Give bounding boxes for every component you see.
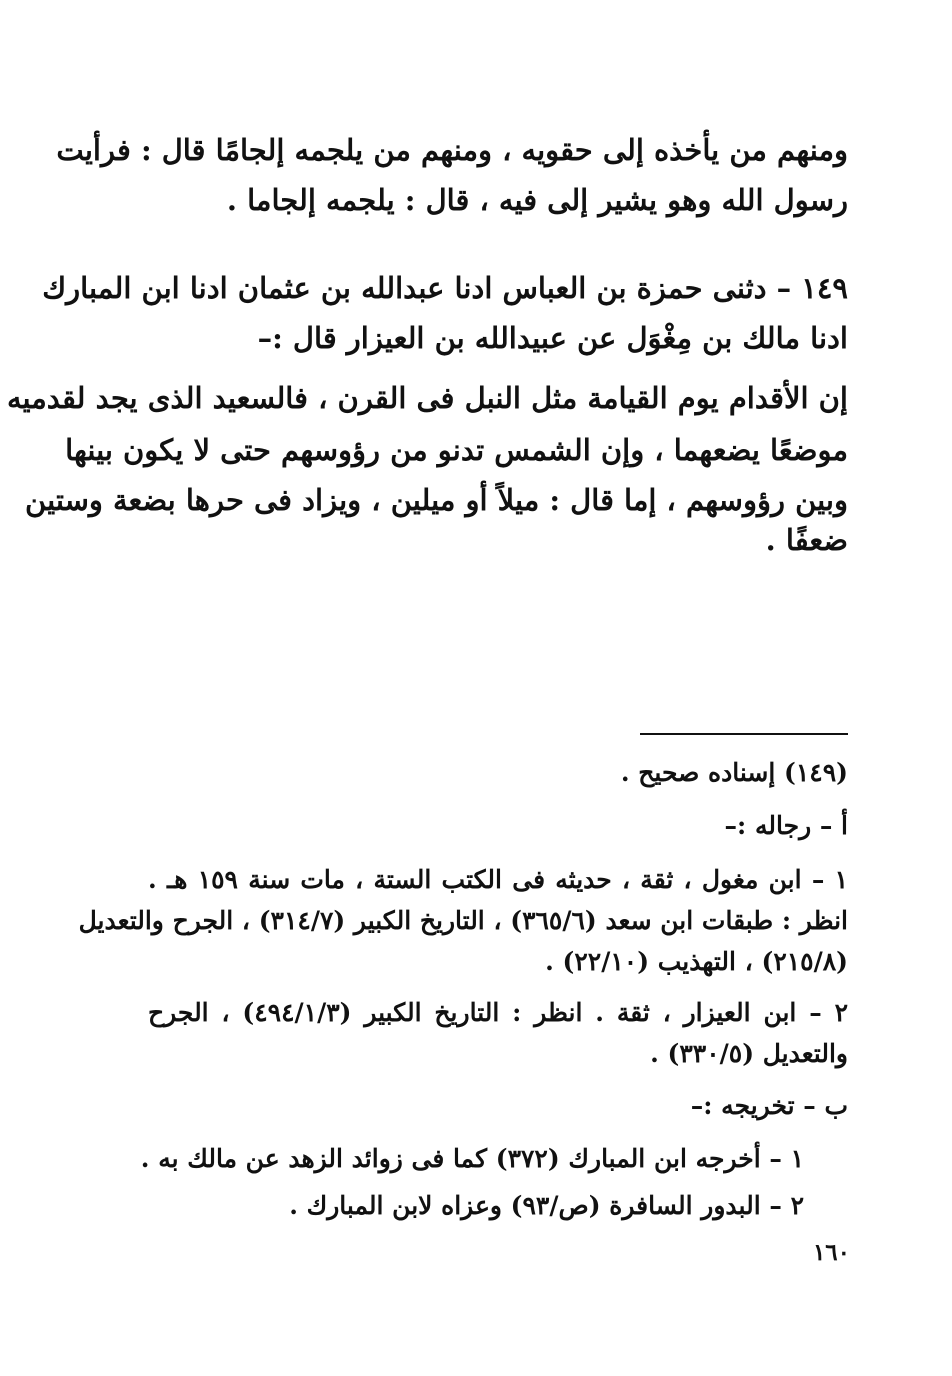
footnote-section-b: ب – تخريجه :–	[690, 1091, 848, 1120]
footnote-line: والتعديل (٣٣٠/٥) .	[650, 1039, 848, 1068]
footnote-section-a: أ – رجاله :–	[724, 811, 848, 840]
footnote-heading: (١٤٩) إسناده صحيح .	[620, 758, 848, 787]
footnote-line: ٢ – ابن العيزار ، ثقة . انظر : التاريخ الكبير (٤٩٤/١/٣) ، الجرح	[148, 998, 849, 1027]
footnote-separator	[640, 733, 848, 735]
hadith-text-line: إن الأقدام يوم القيامة مثل النبل فى القرن ، فالسعيد الذى يجد لقدميه	[6, 381, 848, 415]
footnote-line: انظر : طبقات ابن سعد (٣٦٥/٦) ، التاريخ الكبير (٣١٤/٧) ، الجرح والتعديل	[78, 906, 848, 935]
hadith-text-line: وبين رؤوسهم ، إما قال : ميلاً أو ميلين ، ويزاد فى حرها بضعة وستين	[25, 483, 848, 517]
text-line: رسول الله وهو يشير إلى فيه ، قال : يلجمه إلجاما .	[226, 183, 848, 217]
footnote-line: (٢١٥/٨) ، التهذيب (٢٢/١٠) .	[545, 947, 848, 976]
page-number: ١٦٠	[812, 1239, 850, 1266]
hadith-text-line: موضعًا يضعهما ، وإن الشمس تدنو من رؤوسهم حتى لا يكون بينها	[65, 433, 848, 467]
hadith-isnad-line: ١٤٩ – دثنى حمزة بن العباس ادنا عبدالله بن عثمان ادنا ابن المبارك	[42, 271, 848, 305]
footnote-line: ١ – ابن مغول ، ثقة ، حديثه فى الكتب الستة ، مات سنة ١٥٩ هـ .	[148, 865, 848, 894]
footnote-line: ١ – أخرجه ابن المبارك (٣٧٢) كما فى زوائد الزهد عن مالك به .	[140, 1144, 804, 1173]
text-line: ومنهم من يأخذه إلى حقويه ، ومنهم من يلجمه إلجامًا قال : فرأيت	[56, 133, 848, 167]
hadith-isnad-line: ادنا مالك بن مِغْوَل عن عبيدالله بن العيزار قال :–	[257, 321, 848, 355]
hadith-text-line: ضعفًا .	[765, 523, 848, 557]
footnote-line: ٢ – البدور السافرة (ص/٩٣) وعزاه لابن المبارك .	[289, 1191, 804, 1220]
